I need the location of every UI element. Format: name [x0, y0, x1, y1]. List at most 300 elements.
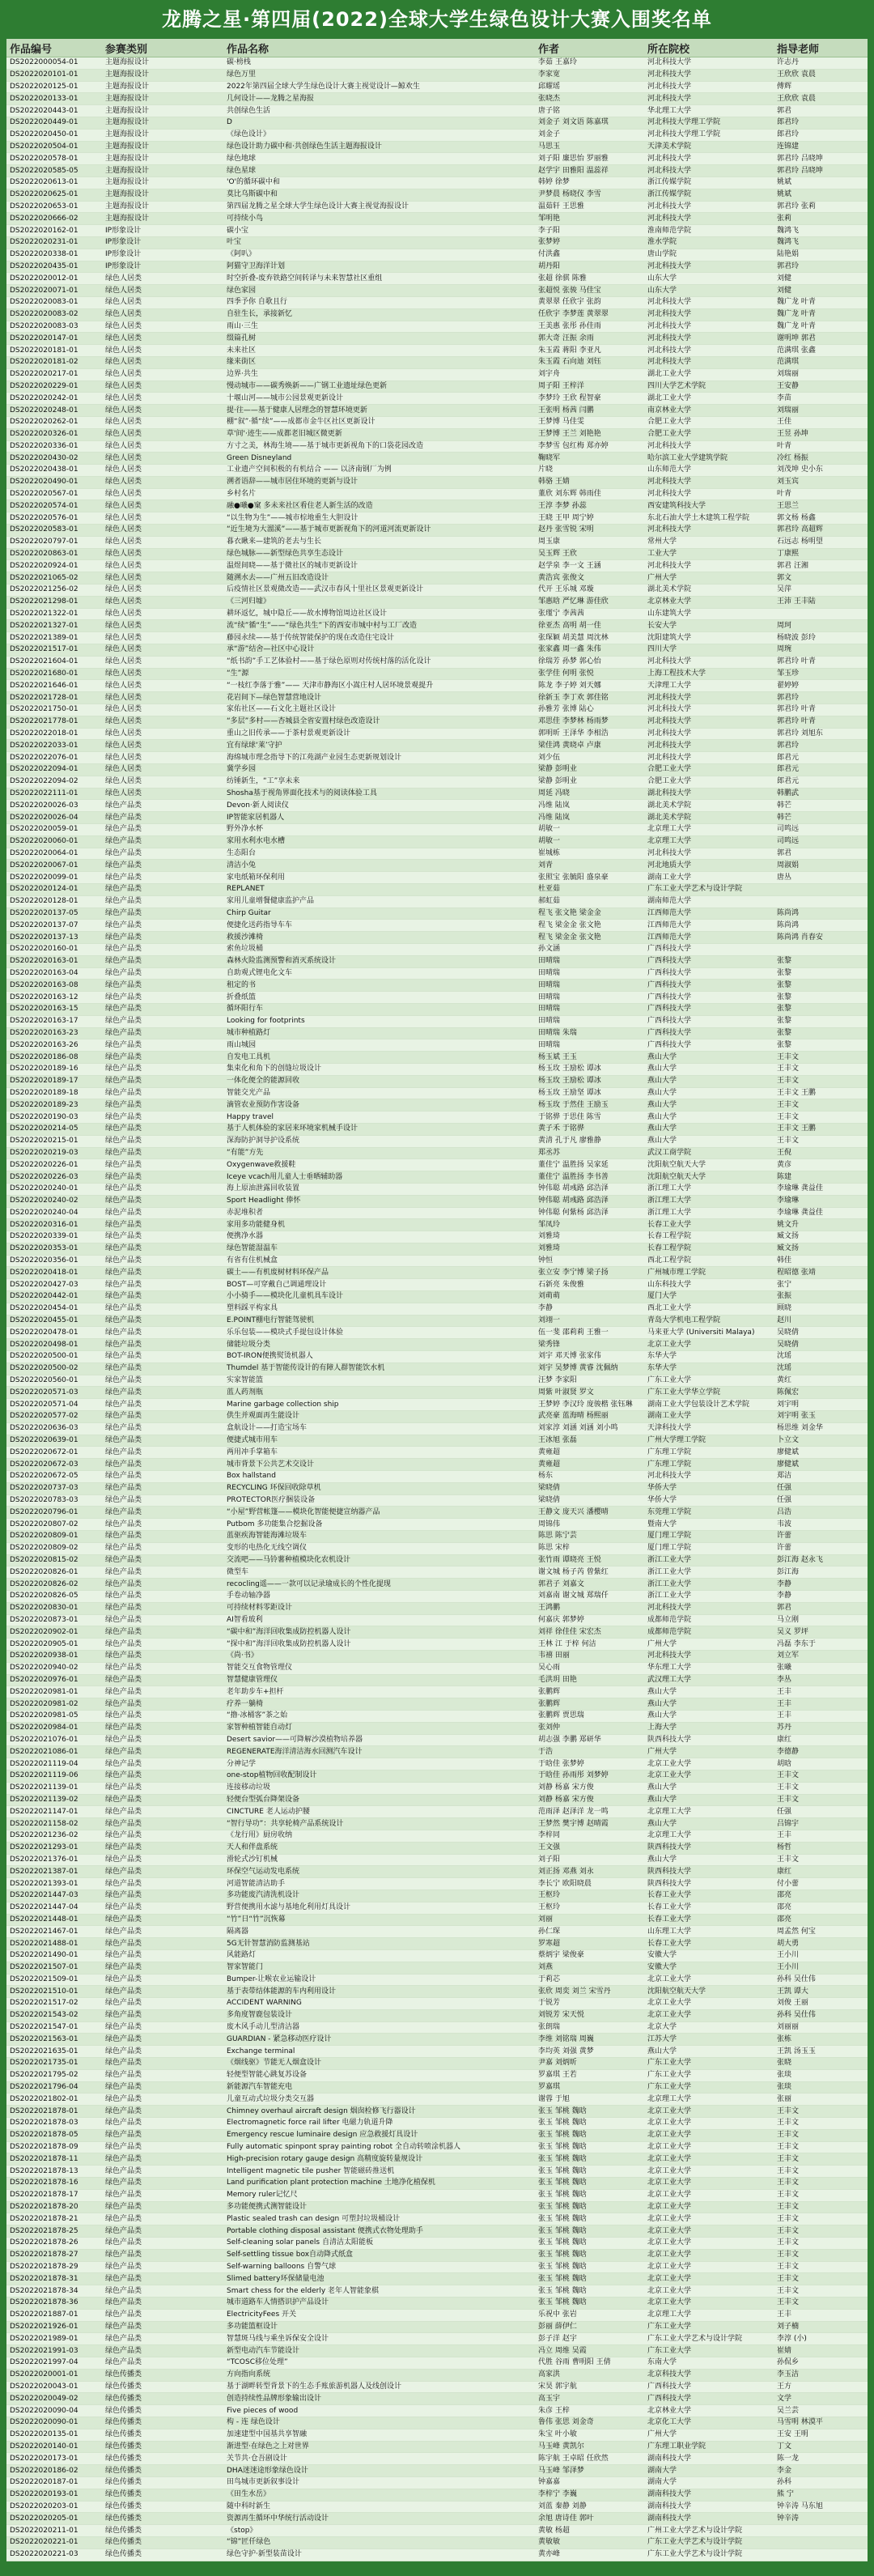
table-row — [6, 368, 868, 380]
cell-category: 绿色产品类 — [102, 1962, 223, 1974]
cell-advisor: 廖健斌 — [774, 1459, 868, 1471]
table-row — [6, 608, 868, 620]
cell-author: 于晗佳 孙雨彤 刘梦婷 — [535, 1770, 644, 1782]
cell-work-id: DS2022020863-01 — [6, 548, 102, 560]
cell-school: 河北科技大学 — [644, 81, 774, 93]
cell-author: 鲁伟 张思 刘金奇 — [535, 2417, 644, 2429]
cell-author: 代开 王乐城 邓璇 — [535, 584, 644, 597]
cell-work-id: DS2022020083-03 — [6, 321, 102, 333]
table-row — [6, 2429, 868, 2441]
cell-school: 燕山大学 — [644, 1099, 774, 1112]
cell-school: 北京林业大学 — [644, 2405, 774, 2417]
cell-work-name: 资源再生循环中华统行活动设计 — [223, 2513, 535, 2525]
cell-author: 张玉 邹桃 魏晗 — [535, 2225, 644, 2238]
cell-school: 北京工业大学 — [644, 2238, 774, 2250]
cell-work-name: 隔离器 — [223, 1926, 535, 1938]
cell-work-name: 草'间'·迹生——成都老旧城区微更新 — [223, 428, 535, 440]
table-row — [6, 883, 868, 895]
cell-work-id: DS2022021878-01 — [6, 2106, 102, 2118]
cell-work-name: 《stop》 — [223, 2525, 535, 2537]
cell-advisor: 王丰文 — [774, 2238, 868, 2250]
cell-advisor: 王丰 — [774, 1686, 868, 1698]
cell-author: 蔡炳宇 梁俊豪 — [535, 1949, 644, 1962]
cell-school: 浙江传媒学院 — [644, 176, 774, 189]
table-row — [6, 584, 868, 597]
cell-work-name: 构 - 连 绿色设计 — [223, 2417, 535, 2429]
cell-advisor: 郭君 汪湘 — [774, 560, 868, 572]
table-row — [6, 1015, 868, 1027]
cell-category: 绿色产品类 — [102, 1422, 223, 1435]
cell-author: 黄敏 杨超 — [535, 2525, 644, 2537]
cell-author: 刘金子 — [535, 129, 644, 141]
table-row — [6, 704, 868, 716]
cell-category: 绿色产品类 — [102, 1830, 223, 1842]
cell-school: 燕山大学 — [644, 1135, 774, 1147]
cell-school: 东华大学 — [644, 1351, 774, 1363]
table-row — [6, 129, 868, 141]
cell-category: 绿色产品类 — [102, 1926, 223, 1938]
cell-author: 钟恒 — [535, 1255, 644, 1267]
cell-category: 绿色人居类 — [102, 356, 223, 368]
cell-work-id: DS2022021086-01 — [6, 1746, 102, 1758]
cell-author: 黄子禾 于铭骅 — [535, 1123, 644, 1135]
cell-work-id: DS2022020211-01 — [6, 2525, 102, 2537]
cell-author: 李子阳 — [535, 225, 644, 237]
cell-school: 武汉工商学院 — [644, 1147, 774, 1159]
cell-work-id: DS2022020336-01 — [6, 440, 102, 453]
cell-author: 田晴瑞 — [535, 1039, 644, 1052]
table-row — [6, 2405, 868, 2417]
header-work-name: 作品名称 — [223, 39, 535, 57]
cell-advisor: 李瑜琳 — [774, 1195, 868, 1207]
cell-category: 绿色产品类 — [102, 1291, 223, 1303]
cell-advisor: 吴萍 — [774, 584, 868, 597]
cell-advisor: 王丰文 — [774, 1099, 868, 1112]
cell-school: 长春工业大学 — [644, 1902, 774, 1914]
cell-work-name: 2022年第四届全球大学生绿色设计大赛主视觉设计—鲸欢生 — [223, 81, 535, 93]
cell-advisor: 周琬 — [774, 644, 868, 657]
cell-work-name: CINCTURE 老人运动护腰 — [223, 1806, 535, 1818]
cell-work-id: DS2022020137-13 — [6, 932, 102, 944]
table-row — [6, 1135, 868, 1147]
cell-school: 山东大学 — [644, 285, 774, 297]
cell-work-name: Iceye vcach用儿童人士垂晒辅助器 — [223, 1171, 535, 1184]
cell-school: 西安建筑科技大学 — [644, 500, 774, 512]
cell-work-name: BOST—可穿戴自己调通理设计 — [223, 1279, 535, 1291]
cell-work-id: DS2022020567-01 — [6, 488, 102, 500]
table-row — [6, 2178, 868, 2190]
cell-work-id: DS2022020585-05 — [6, 165, 102, 177]
cell-advisor: 王丰文 — [774, 1794, 868, 1806]
cell-advisor: 李德静 — [774, 1746, 868, 1758]
cell-work-id: DS2022021878-05 — [6, 2129, 102, 2141]
cell-school: 河北科技大学 — [644, 1650, 774, 1662]
cell-school: 湖南科技大学 — [644, 2489, 774, 2501]
cell-advisor: 郭君玲 — [774, 692, 868, 704]
cell-category: 绿色产品类 — [102, 932, 223, 944]
cell-work-id: DS2022021878-29 — [6, 2261, 102, 2273]
cell-category: 绿色产品类 — [102, 1003, 223, 1015]
cell-work-id: DS2022021878-21 — [6, 2213, 102, 2225]
table-row — [6, 2021, 868, 2034]
cell-school: 淮南师范学院 — [644, 225, 774, 237]
cell-advisor: 王丰文 — [774, 1854, 868, 1866]
cell-work-name: 《三河归墟》 — [223, 596, 535, 608]
table-row — [6, 2166, 868, 2178]
cell-author: 朱玉霞 蒋阳 李亚凡 — [535, 345, 644, 357]
cell-author: 彭丽 薛伊仁 — [535, 2321, 644, 2333]
cell-school: 北京工业大学 — [644, 2141, 774, 2153]
cell-author: 刘正扬 邓燕 刘永 — [535, 1866, 644, 1878]
cell-author: 于浩 — [535, 1746, 644, 1758]
cell-author: 钟伟聪 胡彧路 邱浩泽 — [535, 1183, 644, 1195]
cell-advisor: 彭江海 赵永飞 — [774, 1554, 868, 1566]
cell-work-id: DS2022020672-03 — [6, 1459, 102, 1471]
cell-author: 李静 — [535, 1303, 644, 1315]
cell-work-name: 基于表带结体能源的车内利用设计 — [223, 1986, 535, 1998]
cell-work-name: Land purification plant protection machine 土地净化植保机 — [223, 2178, 535, 2190]
cell-school: 陕西科技大学 — [644, 1878, 774, 1890]
table-row — [6, 476, 868, 488]
table-row — [6, 2106, 868, 2118]
cell-work-id: DS2022020099-01 — [6, 872, 102, 884]
cell-work-name: 便携净水器 — [223, 1231, 535, 1243]
cell-advisor — [774, 2525, 868, 2537]
cell-school: 河北科技大学理工学院 — [644, 129, 774, 141]
cell-school: 河北科技大学 — [644, 201, 774, 213]
cell-work-id: DS2022020059-01 — [6, 824, 102, 836]
cell-category: 绿色产品类 — [102, 2094, 223, 2106]
cell-school: 河北科技大学 — [644, 848, 774, 860]
cell-work-name: 十堰山河——城市公园景观更新设计 — [223, 393, 535, 405]
table-row — [6, 1662, 868, 1674]
cell-advisor: 刘宇明 张玉 — [774, 1411, 868, 1423]
table-row — [6, 2081, 868, 2094]
cell-category: 绿色产品类 — [102, 1902, 223, 1914]
cell-advisor: 唐丛 — [774, 872, 868, 884]
cell-advisor: 魏鸿飞 — [774, 236, 868, 249]
cell-work-id: DS2022021878-34 — [6, 2285, 102, 2298]
cell-work-name: 藤园永续——基于传统智能保护的现在改造住宅设计 — [223, 632, 535, 644]
cell-advisor: 王佳 — [774, 416, 868, 428]
cell-category: 主题海报设计 — [102, 81, 223, 93]
cell-work-id: DS2022020137-05 — [6, 908, 102, 920]
cell-advisor: 李苗 — [774, 393, 868, 405]
cell-work-name: 耕环返忆，城中隐丘——故水博物馆周边社区设计 — [223, 608, 535, 620]
cell-school: 广西科技大学 — [644, 1039, 774, 1052]
cell-work-name: 温煜间晓——基于微社区的城市更新设计 — [223, 560, 535, 572]
cell-category: 绿色传播类 — [102, 2501, 223, 2513]
cell-work-name: 智能交光产品 — [223, 1087, 535, 1099]
cell-advisor: 郭君 — [774, 1602, 868, 1614]
cell-school: 山东理工大学 — [644, 1926, 774, 1938]
cell-school: 江西师范大学 — [644, 932, 774, 944]
cell-work-id: DS2022020125-01 — [6, 81, 102, 93]
cell-author: 罗寒超 — [535, 1938, 644, 1950]
cell-school: 广州城市理工学院 — [644, 1267, 774, 1279]
table-row — [6, 1279, 868, 1291]
cell-advisor: 王丰文 — [774, 1075, 868, 1087]
cell-work-name: 小小骑手——模块化儿童机具车设计 — [223, 1291, 535, 1303]
cell-author: 陈思 陈宁芸 — [535, 1531, 644, 1543]
cell-work-id: DS2022021989-01 — [6, 2333, 102, 2345]
cell-school: 湖南工业大学 — [644, 872, 774, 884]
table-row — [6, 788, 868, 800]
cell-category: 主题海报设计 — [102, 213, 223, 225]
cell-advisor: 张黎 — [774, 1027, 868, 1039]
cell-school: 浙江理工大学 — [644, 1207, 774, 1219]
cell-work-name: “TCOSC移位处理” — [223, 2357, 535, 2370]
table-row — [6, 1003, 868, 1015]
cell-work-name: IP智能家居机器人 — [223, 812, 535, 824]
cell-work-id: DS2022020240-01 — [6, 1183, 102, 1195]
cell-work-name: 新能源汽车智能充电 — [223, 2081, 535, 2094]
cell-work-name: REPLANET — [223, 883, 535, 895]
cell-advisor: 邵亮 — [774, 1902, 868, 1914]
cell-school: 北京工业大学 — [644, 1974, 774, 1986]
cell-category: 绿色人居类 — [102, 644, 223, 657]
cell-work-name: Putbom 多功能集合挖掘设备 — [223, 1519, 535, 1531]
cell-work-name: 有省有住机械盒 — [223, 1255, 535, 1267]
cell-author: 鞠晓军 — [535, 453, 644, 465]
cell-category: 绿色产品类 — [102, 2106, 223, 2118]
cell-author: 刘少伍 — [535, 752, 644, 764]
cell-advisor: 王丰文 — [774, 2273, 868, 2285]
cell-school: 河北科技大学 — [644, 728, 774, 740]
table-row — [6, 1878, 868, 1890]
cell-author: 于莉芯 — [535, 1974, 644, 1986]
cell-category: 绿色产品类 — [102, 2333, 223, 2345]
table-row — [6, 1027, 868, 1039]
cell-category: 绿色人居类 — [102, 380, 223, 393]
cell-school: 北京工业大学 — [644, 2009, 774, 2021]
cell-author: 张玉 邹桃 魏晗 — [535, 2189, 644, 2201]
cell-advisor: 范满琪 — [774, 356, 868, 368]
cell-work-id: DS2022020940-02 — [6, 1662, 102, 1674]
cell-advisor: 刘立军 — [774, 1650, 868, 1662]
cell-work-name: 雨山·三生 — [223, 321, 535, 333]
cell-work-id: DS2022021635-01 — [6, 2046, 102, 2058]
cell-author: 王鸿鹏 — [535, 1602, 644, 1614]
cell-advisor: 陈尚鸿 — [774, 920, 868, 932]
cell-school: 燕山大学 — [644, 1123, 774, 1135]
table-row — [6, 1519, 868, 1531]
cell-category: 绿色产品类 — [102, 1351, 223, 1363]
cell-work-name: ElectricityFees 开关 — [223, 2309, 535, 2321]
cell-work-id: DS2022020049-02 — [6, 2393, 102, 2405]
cell-advisor: 刘瑞丽 — [774, 368, 868, 380]
cell-category: 绿色产品类 — [102, 1231, 223, 1243]
cell-author: 田晴瑞 朱瑞 — [535, 1027, 644, 1039]
cell-category: 绿色产品类 — [102, 2238, 223, 2250]
table-row — [6, 2153, 868, 2166]
cell-category: 绿色产品类 — [102, 920, 223, 932]
cell-school: 沈阳航空航天大学 — [644, 1171, 774, 1184]
cell-school: 河北科技大学 — [644, 716, 774, 728]
cell-school: 北京理工大学 — [644, 2309, 774, 2321]
table-row — [6, 1195, 868, 1207]
cell-work-name: 循环阳行车 — [223, 1003, 535, 1015]
cell-work-id: DS2022021447-04 — [6, 1902, 102, 1914]
cell-work-name: Exchange terminal — [223, 2046, 535, 2058]
cell-work-name: 渐进型·在绿色之上对世界 — [223, 2441, 535, 2453]
cell-author: 刘子阳 廉思怡 罗丽雅 — [535, 153, 644, 165]
cell-author: 刘翊一 — [535, 1315, 644, 1327]
cell-school: 长春工程学院 — [644, 1243, 774, 1255]
cell-work-name: “撸·冰桶客”茶之始 — [223, 1710, 535, 1722]
cell-advisor: 胡晗 — [774, 1758, 868, 1770]
cell-school: 燕山大学 — [644, 1710, 774, 1722]
table-row — [6, 153, 868, 165]
cell-category: 绿色产品类 — [102, 1889, 223, 1902]
cell-work-id: DS2022020809-01 — [6, 1531, 102, 1543]
cell-work-name: Electromagnetic force rail lifter 电磁力轨道升降 — [223, 2118, 535, 2130]
cell-category: 绿色产品类 — [102, 1123, 223, 1135]
table-row — [6, 2357, 868, 2370]
header-work-id: 作品编号 — [6, 39, 102, 57]
table-row — [6, 800, 868, 812]
cell-category: 绿色人居类 — [102, 560, 223, 572]
cell-school: 成都师范学院 — [644, 1626, 774, 1639]
cell-work-name: 后疫情社区景观微改造——武汉市春风十里社区景观更新设计 — [223, 584, 535, 597]
cell-author: 郭君子 刘嘉文 — [535, 1579, 644, 1591]
table-row — [6, 380, 868, 393]
cell-author: 王梦博 马佳雯 — [535, 416, 644, 428]
cell-work-name: 5G无针智慧消防监测基站 — [223, 1938, 535, 1950]
cell-school: 北京工业大学 — [644, 2129, 774, 2141]
cell-category: 绿色人居类 — [102, 453, 223, 465]
cell-school: 陕西科技大学 — [644, 1734, 774, 1746]
table-row — [6, 1722, 868, 1734]
table-row — [6, 1591, 868, 1603]
cell-work-name: 新型电动汽车节能设计 — [223, 2345, 535, 2357]
cell-school: 广东工业大学 — [644, 2081, 774, 2094]
cell-category: 绿色产品类 — [102, 2153, 223, 2166]
cell-work-id: DS2022020043-01 — [6, 2381, 102, 2393]
cell-category: IP形象设计 — [102, 249, 223, 261]
cell-work-name: 智慧斑马线与乘坐诉保安全设计 — [223, 2333, 535, 2345]
table-row — [6, 225, 868, 237]
cell-category: 绿色产品类 — [102, 1471, 223, 1483]
table-row — [6, 1986, 868, 1998]
table-row — [6, 1183, 868, 1195]
cell-category: 绿色人居类 — [102, 596, 223, 608]
cell-work-name: 自发电工具机 — [223, 1052, 535, 1064]
cell-school: 河北科技大学理工学院 — [644, 117, 774, 129]
cell-school: 山东大学 — [644, 273, 774, 285]
cell-category: 绿色产品类 — [102, 1459, 223, 1471]
cell-work-name: 可持续小鸟 — [223, 213, 535, 225]
cell-work-id: DS2022021376-01 — [6, 1854, 102, 1866]
cell-category: 绿色产品类 — [102, 1507, 223, 1519]
cell-author: 尹梦晨 杨晓仪 李雪 — [535, 189, 644, 201]
cell-work-name: High-precision rotary gauge design 高精度旋转量规设计 — [223, 2153, 535, 2166]
cell-school: 河北科技大学 — [644, 752, 774, 764]
cell-category: 绿色产品类 — [102, 2046, 223, 2058]
cell-category: 绿色人居类 — [102, 692, 223, 704]
cell-advisor: 郭君玲 高超辉 — [774, 525, 868, 537]
cell-author: 温茹轩 王思雅 — [535, 201, 644, 213]
table-row — [6, 2453, 868, 2465]
cell-school: 广西科技大学 — [644, 1003, 774, 1015]
cell-school: 燕山大学 — [644, 1063, 774, 1075]
cell-work-name: 棚“叙”·循“续”——成都市金牛区社区更新设计 — [223, 416, 535, 428]
cell-advisor: 郎君元 — [774, 776, 868, 788]
cell-work-name: Emergency rescue luminaire design 应急救援灯具设计 — [223, 2129, 535, 2141]
cell-category: 绿色产品类 — [102, 872, 223, 884]
cell-work-name: “一枝红李落于雅”—— 天津市静海区小嵩庄村人居环境景观提升 — [223, 680, 535, 692]
cell-category: 绿色人居类 — [102, 608, 223, 620]
cell-category: 绿色人居类 — [102, 405, 223, 417]
table-row — [6, 2548, 868, 2561]
table-row — [6, 2238, 868, 2250]
cell-work-id: DS2022021393-01 — [6, 1878, 102, 1890]
cell-author: 罗嘉琪 — [535, 2081, 644, 2094]
table-row — [6, 1147, 868, 1159]
cell-advisor: 姚斌 — [774, 176, 868, 189]
cell-school: 安徽大学 — [644, 1949, 774, 1962]
cell-work-id: DS2022020189-17 — [6, 1075, 102, 1087]
cell-work-name: 绿色万里 — [223, 69, 535, 81]
cell-author: 周玉康 — [535, 536, 644, 548]
cell-author: 郝虹茹 — [535, 895, 644, 908]
cell-work-name: “碳中和”海洋回收集成防控机器人设计 — [223, 1626, 535, 1639]
cell-advisor: 刘健 — [774, 273, 868, 285]
table-row — [6, 2225, 868, 2238]
cell-work-name: “智行导功”：共享轮椅产品系统设计 — [223, 1818, 535, 1830]
cell-category: 绿色产品类 — [102, 1746, 223, 1758]
table-row — [6, 752, 868, 764]
cell-author: 程飞 梁金金 张文艳 — [535, 920, 644, 932]
table-row — [6, 1794, 868, 1806]
cell-work-name: 绿色城脉——新型绿色共享生态设计 — [223, 548, 535, 560]
table-row — [6, 1926, 868, 1938]
cell-category: 绿色产品类 — [102, 2213, 223, 2225]
cell-category: 绿色产品类 — [102, 835, 223, 848]
cell-school: 湖北科技大学 — [644, 788, 774, 800]
table-row — [6, 1734, 868, 1746]
table-row — [6, 1327, 868, 1339]
cell-advisor: 卜立文 — [774, 1435, 868, 1447]
cell-advisor: 黄彦 — [774, 1159, 868, 1171]
cell-work-id: DS2022020193-01 — [6, 2489, 102, 2501]
cell-category: 绿色人居类 — [102, 416, 223, 428]
cell-work-id: DS2022021517-02 — [6, 1998, 102, 2010]
cell-advisor: 王丰文 — [774, 2166, 868, 2178]
cell-author: 孙仁琛 — [535, 1926, 644, 1938]
table-row — [6, 1542, 868, 1554]
cell-author: 梁佳鸿 黄晓卓 卢康 — [535, 740, 644, 752]
cell-author: 梁静 彭明业 — [535, 764, 644, 776]
cell-school: 华东理工大学 — [644, 1662, 774, 1674]
cell-school: 四川大学艺术学院 — [644, 380, 774, 393]
cell-work-id: DS2022020666-02 — [6, 213, 102, 225]
cell-work-name: 微型车 — [223, 1566, 535, 1579]
cell-work-id: DS2022020071-01 — [6, 285, 102, 297]
cell-work-id: DS2022021139-02 — [6, 1794, 102, 1806]
cell-work-name: 《烟线驱》节能无人烟盒设计 — [223, 2058, 535, 2070]
cell-work-id: DS2022020435-01 — [6, 261, 102, 273]
cell-category: 主题海报设计 — [102, 165, 223, 177]
cell-work-name: Shosha基于视角界面化技术与的阅读体验工具 — [223, 788, 535, 800]
cell-advisor: 刘健 — [774, 285, 868, 297]
cell-advisor: 范满琪 张鑫 — [774, 345, 868, 357]
cell-work-name: 碳土——有机废树材料环保产品 — [223, 1267, 535, 1279]
cell-advisor: 吴晓倩 — [774, 1339, 868, 1351]
cell-category: 绿色产品类 — [102, 2118, 223, 2130]
cell-work-id: DS2022020807-02 — [6, 1519, 102, 1531]
cell-category: 绿色产品类 — [102, 1519, 223, 1531]
